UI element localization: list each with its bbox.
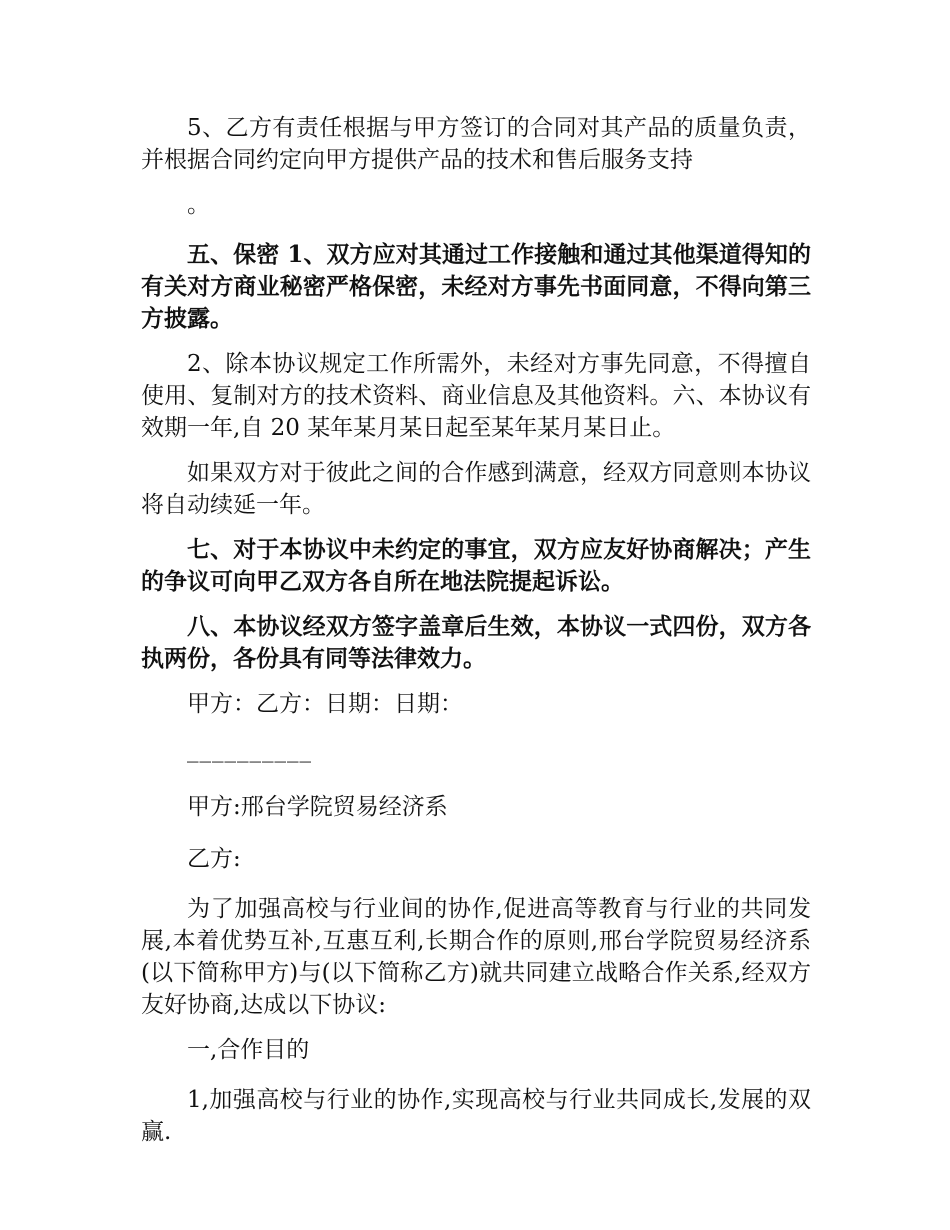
separator-line: __________ [187,737,312,763]
party-b-name: 乙方: [187,846,241,872]
clause-effectiveness: 八、本协议经双方签字盖章后生效，本协议一式四份，双方各执两份，各份具有同等法律效力。 [141,613,811,672]
agreement-preamble: 为了加强高校与行业间的协作,促进高等教育与行业的共同发展,本着优势互补,互惠互利,长期合作的原则,邢台学院贸易经济系(以下简称甲方)与(以下简称乙方)就共同建立战略合作关系,经双方友好协商,达成以下协议: [141,896,811,1018]
clause-confidentiality: 五、保密 1、双方应对其通过工作接触和通过其他渠道得知的有关对方商业秘密严格保密，未经对方事先书面同意，不得向第三方披露。 [141,241,811,332]
section-cooperation-goal: 一,合作目的 [187,1037,310,1063]
clause-5-quality-responsibility: 5、乙方有责任根据与甲方签订的合同对其产品的质量负责，并根据合同约定向甲方提供产品的技术和售后服务支持 [141,115,811,173]
document-page [141,112,811,1161]
party-a-name: 甲方:邢台学院贸易经济系 [187,794,448,820]
signature-line: 甲方：乙方：日期：日期： [187,691,463,717]
clause-data-use-and-term: 2、除本协议规定工作所需外，未经对方事先同意，不得擅自使用、复制对方的技术资料、商业信息及其他资料。六、本协议有效期一年,自 20 某年某月某日起至某年某月某日止。 [141,351,811,441]
clause-renewal: 如果双方对于彼此之间的合作感到满意，经双方同意则本协议将自动续延一年。 [141,460,811,518]
clause-5-tail: 。 [187,192,210,218]
clause-disputes: 七、对于本协议中未约定的事宜，双方应友好协商解决；产生的争议可向甲乙双方各自所在地法院提起诉讼。 [141,536,811,595]
goal-item-1: 1,加强高校与行业的协作,实现高校与行业共同成长,发展的双赢. [141,1087,811,1145]
